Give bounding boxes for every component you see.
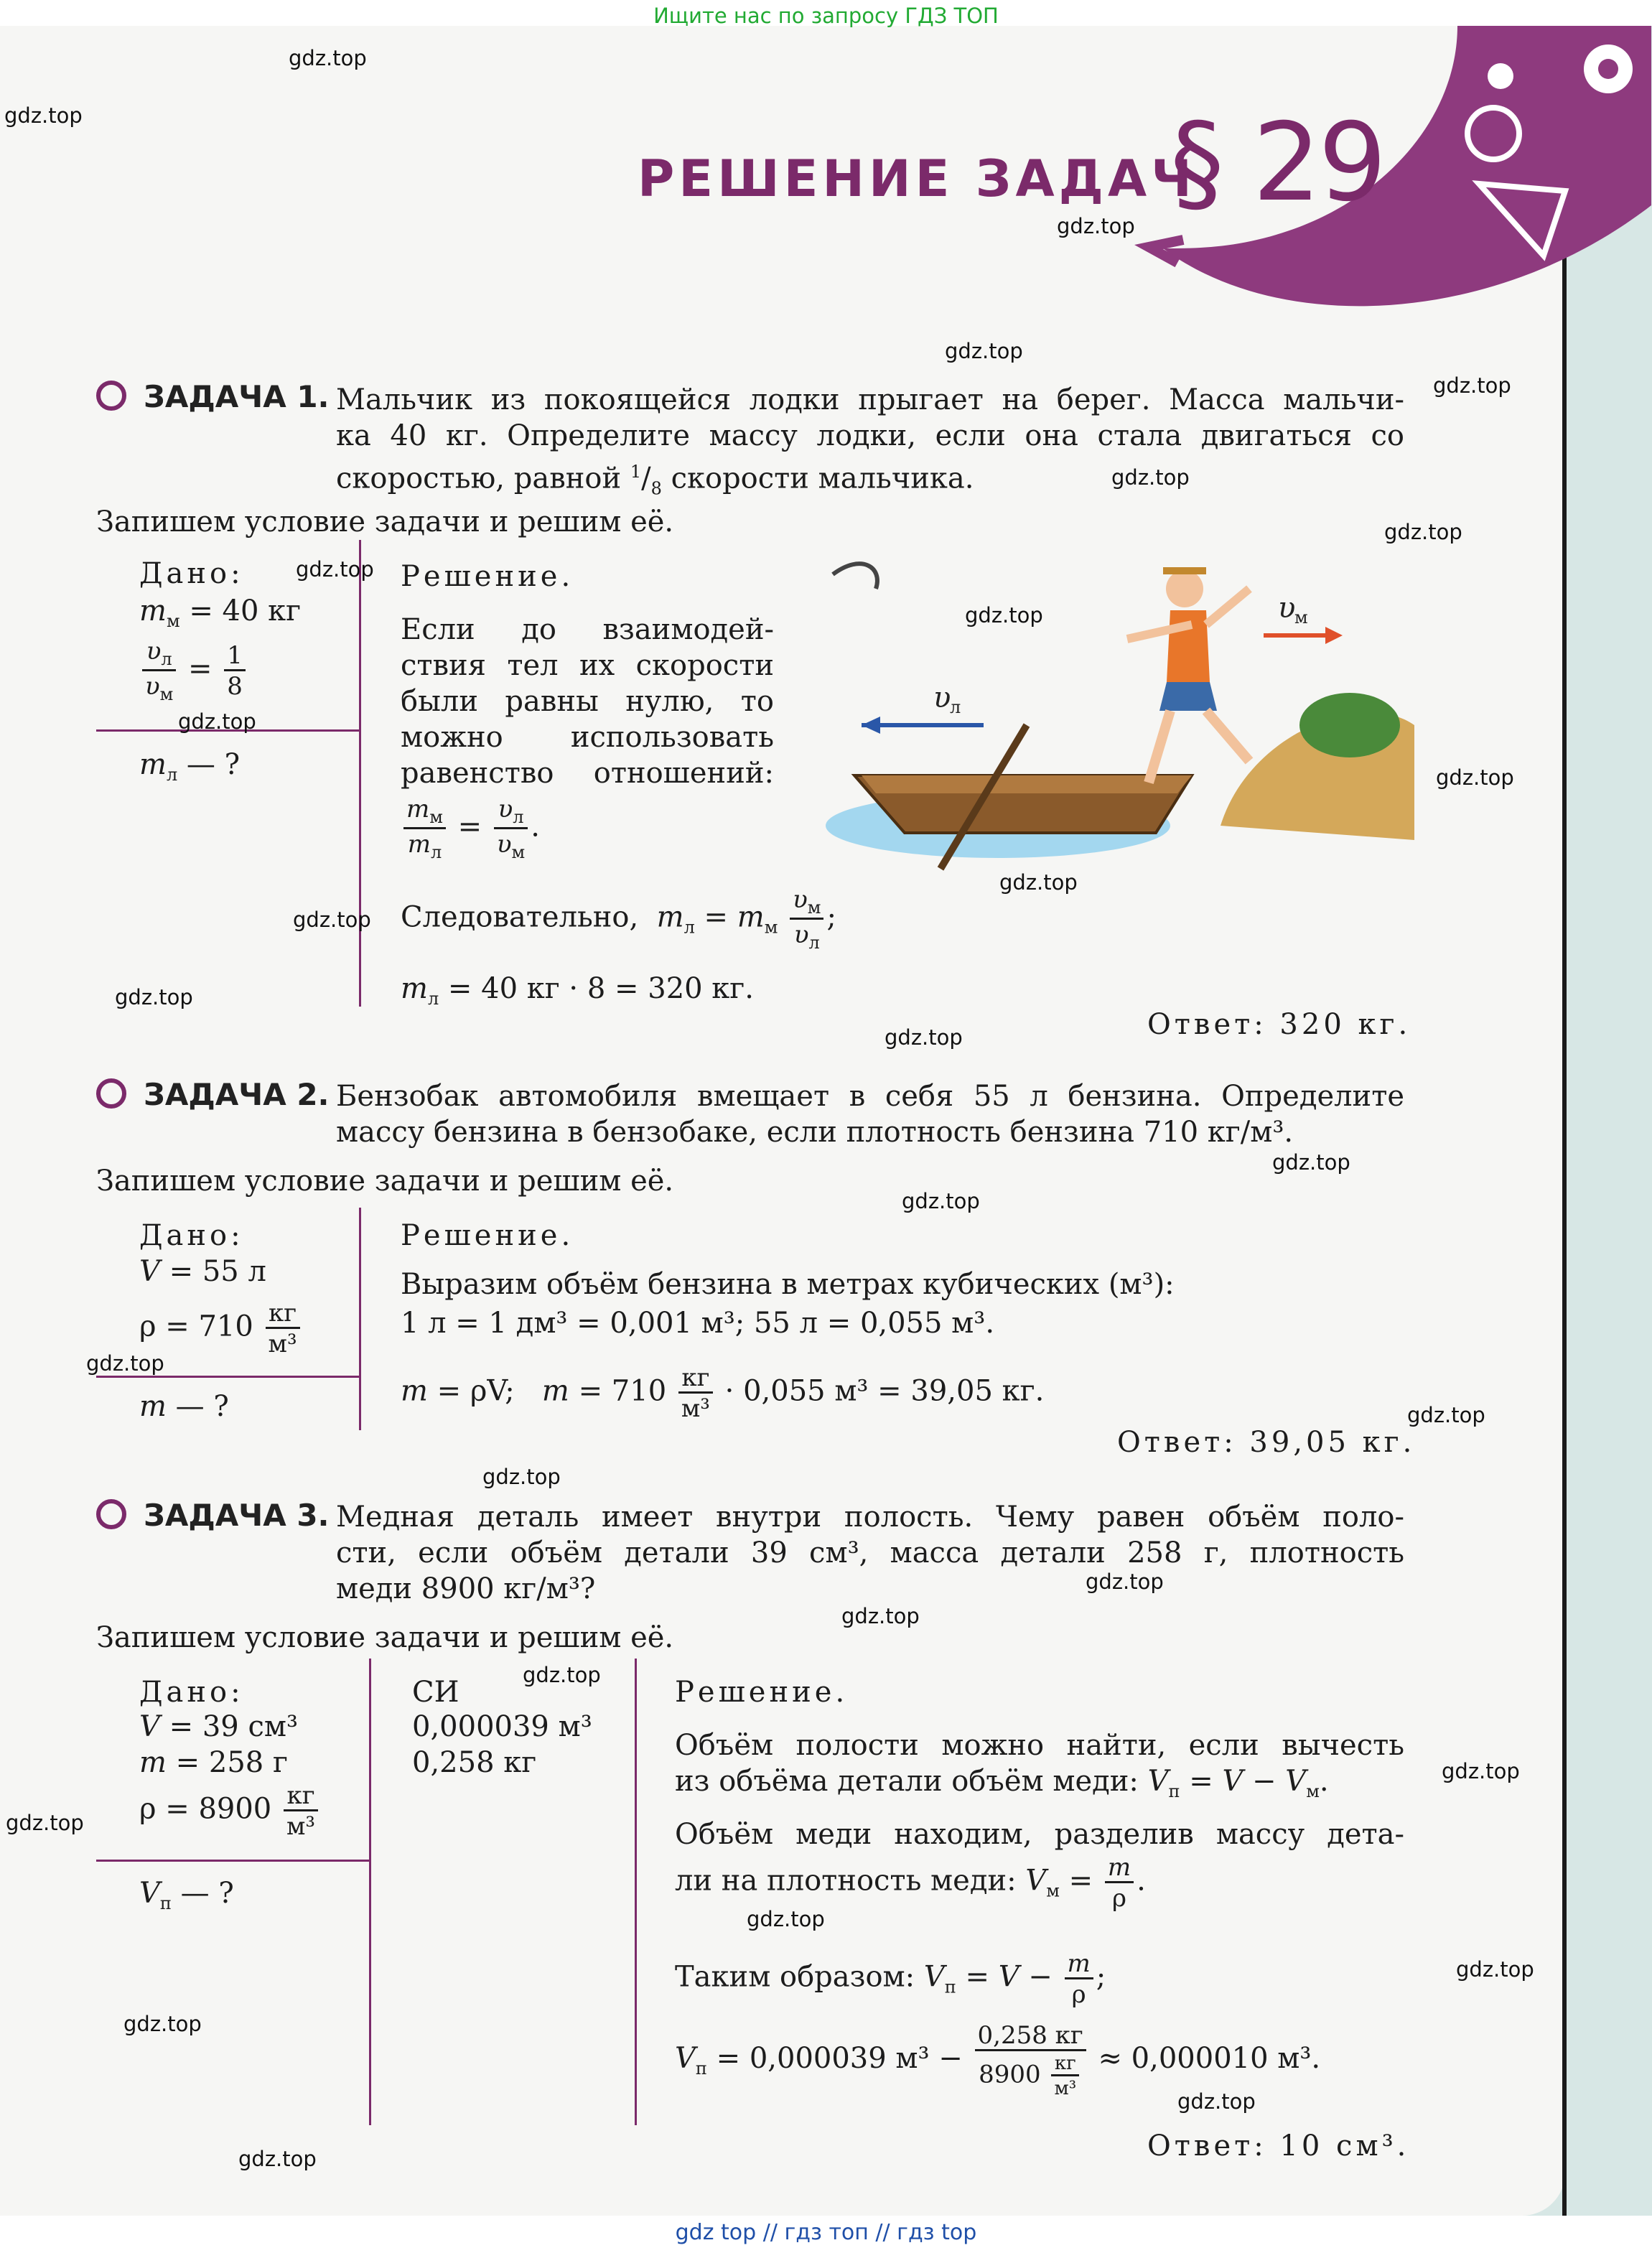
task2-sol-line1: Выразим объём бензина в метрах кубических (м³):	[401, 1268, 1175, 1301]
bottom-banner[interactable]: gdz top // гдз топ // гдз top	[675, 2220, 977, 2245]
task1-text-line1: Мальчик из покоящейся лодки прыгает на берег. Масса мальчи-	[336, 383, 1404, 416]
task3-text-line1: Медная деталь имеет внутри полость. Чему равен объём поло-	[336, 1501, 1404, 1534]
watermark: gdz.top	[1111, 465, 1190, 490]
task2-intro: Запишем условие задачи и решим её.	[96, 1165, 674, 1198]
task2-text-line1: Бензобак автомобиля вмещает в себя 55 л бензина. Определите	[336, 1080, 1404, 1113]
watermark: gdz.top	[238, 2147, 317, 2171]
task1-sol-line1: Если до взаимодей-	[401, 613, 774, 646]
watermark: gdz.top	[965, 603, 1043, 628]
task1-unknown: $m_л$ — ?	[139, 748, 241, 785]
task2-text-line2: массу бензина в бензобаке, если плотность бензина 710 кг/м³.	[336, 1116, 1294, 1149]
watermark: gdz.top	[1433, 373, 1511, 398]
watermark: gdz.top	[289, 46, 367, 70]
watermark: gdz.top	[747, 1907, 825, 1931]
watermark: gdz.top	[1177, 2089, 1256, 2114]
watermark: gdz.top	[841, 1604, 920, 1628]
task3-given-rho: ρ = 8900 $\frac{кг}{\text{м³}}$	[139, 1783, 321, 1839]
task1-line3-a: скоростью, равной	[336, 462, 622, 495]
watermark: gdz.top	[885, 1025, 963, 1050]
watermark: gdz.top	[1057, 214, 1135, 238]
task3-given-divider	[96, 1860, 370, 1862]
watermark: gdz.top	[902, 1189, 980, 1213]
task3-given-si-divider	[369, 1659, 371, 2125]
task3-text-line2: сти, если объём детали 39 см³, масса детали 258 г, плотность	[336, 1536, 1404, 1569]
watermark: gdz.top	[1456, 1957, 1534, 1982]
task3-solution-label: Решение.	[675, 1676, 849, 1709]
task3-label: ЗАДАЧА 3.	[144, 1498, 330, 1533]
task1-label: ЗАДАЧА 1.	[144, 379, 330, 414]
task3-answer: Ответ: 10 см³.	[1147, 2130, 1410, 2163]
watermark: gdz.top	[523, 1663, 601, 1687]
task1-intro: Запишем условие задачи и решим её.	[96, 505, 674, 538]
section-number: § 29	[1170, 101, 1384, 225]
task3-sol-line4: ли на плотность меди: $V_м$ = $\frac{m}{\rho}$ .	[675, 1853, 1146, 1913]
task2-column-divider	[359, 1208, 361, 1430]
task3-thus: Таким образом: $V_п = V$ − $\frac{m}{\rho}$ ;	[675, 1949, 1106, 2009]
task1-sol-line2: ствия тел их скорости	[401, 649, 774, 682]
watermark: gdz.top	[1442, 1759, 1520, 1783]
watermark: gdz.top	[999, 870, 1078, 895]
task2-unknown: m — ?	[139, 1390, 229, 1423]
task1-line3-b: скорости мальчика.	[671, 462, 974, 495]
task3-given-m: m = 258 г	[139, 1746, 288, 1779]
task3-given-v: V = 39 см³	[139, 1710, 299, 1743]
watermark: gdz.top	[86, 1351, 164, 1376]
task1-solution-label: Решение.	[401, 560, 574, 593]
watermark: gdz.top	[1272, 1150, 1350, 1175]
task2-given-divider	[96, 1376, 360, 1378]
svg-text:м: м	[1294, 607, 1308, 628]
task3-si-label: СИ	[412, 1676, 459, 1709]
task3-intro: Запишем условие задачи и решим её.	[96, 1621, 674, 1654]
boy-jumping-illustration	[818, 546, 1414, 905]
task3-marker-icon	[96, 1499, 126, 1529]
task2-label: ЗАДАЧА 2.	[144, 1077, 330, 1112]
task3-text-line3: меди 8900 кг/м³?	[336, 1572, 596, 1605]
task2-solution-label: Решение.	[401, 1219, 574, 1252]
task1-given-mass: $m_м = 40$ кг	[139, 594, 302, 631]
task3-si-m: 0,258 кг	[412, 1746, 537, 1779]
task1-given-ratio: $\frac{\upsilon_л}{\upsilon_м}$ = $\frac{1}{8}$	[139, 639, 248, 703]
task2-answer: Ответ: 39,05 кг.	[1117, 1426, 1416, 1459]
task3-unknown: $V_п$ — ?	[139, 1877, 234, 1913]
task2-sol-line2: 1 л = 1 дм³ = 0,001 м³; 55 л = 0,055 м³.	[401, 1307, 995, 1340]
task1-sol-line5: равенство отношений:	[401, 757, 774, 790]
watermark: gdz.top	[1436, 765, 1514, 790]
task3-calc: $V_п = 0,000039$ м³ − 0,258 кг 8900 $\frac{кг}{\text{м³}}$ ≈ 0,000010 м³.	[675, 2021, 1321, 2099]
watermark: gdz.top	[178, 709, 256, 734]
task1-text-line2: ка 40 кг. Определите массу лодки, если она стала двигаться со	[336, 419, 1404, 452]
task3-sol-line1: Объём полости можно найти, если вычесть	[675, 1729, 1404, 1762]
task2-given-v: V = 55 л	[139, 1255, 266, 1288]
svg-text:л: л	[950, 697, 961, 717]
watermark: gdz.top	[4, 103, 83, 128]
task2-marker-icon	[96, 1078, 126, 1109]
task1-sol-line3: были равны нулю, то	[401, 685, 774, 718]
task1-fraction-den: 8	[650, 478, 662, 499]
svg-text:υ: υ	[933, 681, 951, 714]
watermark: gdz.top	[1407, 1403, 1485, 1427]
watermark: gdz.top	[296, 557, 374, 582]
task1-ratio-formula: $\frac{m_м}{m_л}$ = $\frac{\upsilon_л}{\upsilon_м}$ .	[401, 797, 540, 861]
watermark: gdz.top	[945, 339, 1023, 363]
task3-sol-line3: Объём меди находим, разделив массу дета-	[675, 1818, 1404, 1851]
task1-given-label: Дано:	[139, 557, 244, 590]
watermark: gdz.top	[123, 2012, 202, 2036]
task2-given-label: Дано:	[139, 1219, 244, 1252]
task1-fraction-num: 1	[630, 462, 642, 482]
task3-given-label: Дано:	[139, 1676, 244, 1709]
watermark: gdz.top	[115, 985, 193, 1009]
svg-text:υ: υ	[1278, 592, 1296, 625]
watermark: gdz.top	[6, 1811, 84, 1835]
top-banner[interactable]: Ищите нас по запросу ГДЗ ТОП	[653, 4, 999, 28]
task1-answer: Ответ: 320 кг.	[1147, 1008, 1411, 1041]
task2-formula: m = ρV; m = 710 $\frac{кг}{\text{м³}}$ · 0,055 м³ = 39,05 кг.	[401, 1363, 1045, 1423]
task3-si-solution-divider	[635, 1659, 637, 2125]
task1-column-divider	[359, 540, 361, 1007]
watermark: gdz.top	[482, 1465, 561, 1489]
section-title: РЕШЕНИЕ ЗАДАЧ	[638, 149, 1196, 208]
task2-given-rho: ρ = 710 $\frac{кг}{\text{м³}}$	[139, 1301, 303, 1356]
task1-marker-icon	[96, 381, 126, 411]
watermark: gdz.top	[1384, 520, 1462, 544]
watermark: gdz.top	[1086, 1569, 1164, 1594]
watermark: gdz.top	[293, 908, 371, 932]
task3-si-v: 0,000039 м³	[412, 1710, 592, 1743]
task1-text-line3: скоростью, равной $^1/_8$ скорости мальчика.	[336, 462, 974, 499]
task1-consequence: Следовательно, $m_л = m_м$ $\frac{\upsilon_м}{\upsilon_л}$ ;	[401, 885, 836, 953]
page-edge	[1562, 26, 1567, 2216]
task1-sol-line4: можно использовать	[401, 721, 774, 754]
task3-sol-line2: из объёма детали объём меди: $V_п = V - V_м$.	[675, 1765, 1329, 1801]
task1-calc: $m_л = 40$ кг · 8 = 320 кг.	[401, 972, 754, 1009]
